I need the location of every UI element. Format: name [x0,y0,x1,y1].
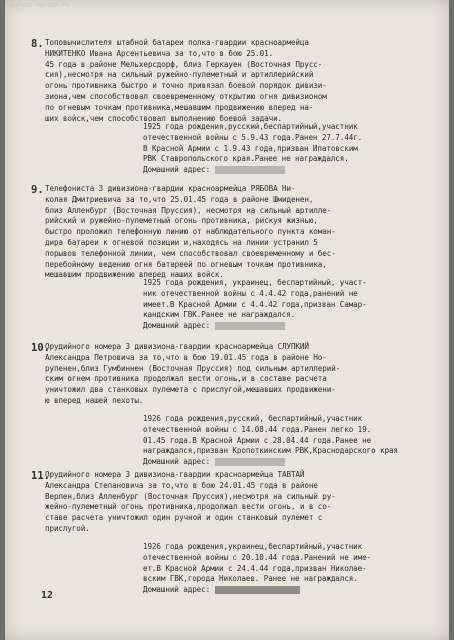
entry-number: 11. [31,470,50,482]
entry-number: 10. [31,342,50,354]
entry-citation: Телефониста 3 дивизиона-гвардии красноармейца РЯБОВА Ни- колая Дмитриевича за то,что 25.01.45 года в районе Шмиденен, близ Алленбург (Восточная Пруссия), несмотря на сильный артилле- рийский и ружейно-пулеметный огонь противника, рискуя жизнью, быстро проложил телефонную линию от наблюдательного пункта коман- дира батареи к огневой позиции и,находясь на линии устранил 5 порывов телефонной линии, чем способствовал своевременному и бес- перебойному ведению огня батареей по огневым точкам противника, мешавшим продвижению вперед наших войск. [45,184,336,280]
address-label: Домашний адрес: [143,321,211,330]
entry-address [143,165,443,176]
address-label: Домашний адрес: [143,165,211,174]
entry-address [143,585,443,596]
entry-personal-data: 1925 года рождения, украинец, беспартийный, участ- ник отечественной войны с 4.4.42 года,ранений не имеет.В Красной Армии с 4.4.42 года,призван Самар- кандским ГВК.Ранее не награждался. [143,278,367,320]
entry-number: 9. [31,184,44,196]
entry-personal-data: 1926 года рождения,русский, беспартийный,участник отечественной войны с 14.08.44 года.Ранен легко 19. 01.45 года.В Красной Армии с 28.04.44 года.Ранее не награждался,призван Кропоткинским РВК,Краснодарского края [143,414,398,456]
address-label: Домашний адрес: [143,457,211,466]
entry-number: 8. [31,38,44,50]
entry-personal-data: 1926 года рождения,украинец,беспартийный,участник отечественной войны с 20.10.44 года.Ранений не име- ет.В Красной Армии с 24.4.44 года,призван Николае- вским ГВК,города Николаев. Ранее не награждался. [143,542,372,584]
redaction-box [215,322,285,330]
entry-citation: Орудийного номера 3 дивизиона-гвардии красноармейца СЛУПКИЙ Александра Петровича за то,что в бою 19.01.45 года в районе Но- рупенен,близ Гумбиннен (Восточная Пруссия) под сильным артиллерий- ским огнем противника продолжал вести огонь,и в составе расчета уничтожил два станковых пулемета с прислугой,мешавших продвижени- ю вперед нашей пехоты. [45,342,341,405]
watermark: pamyat-naroda.ru [11,2,69,9]
document-page [5,0,449,640]
entry-personal-data: 1925 года рождения,русский,беспартийный,участник отечественной войны с 5.9.43 года.Ранен 27.7.44г. В Красной Армии с 1.9.43 года,призван Ипатовским РВК Ставропольского края.Ранее не награждался. [143,122,363,164]
redaction-box [215,586,300,594]
entry-address [143,457,443,468]
redaction-box [215,458,285,466]
address-label: Домашний адрес: [143,585,211,594]
redaction-box [215,166,285,174]
entry-address [143,321,443,332]
entry-citation: Орудийного номера 3 дивизиона-гвардии красноармейца ТАВТАЙ Александра Степановича за то,что в бою 24.01.45 года в районе Верлен,близ Алленбург (Восточная Пруссия),несмотря на сильный ру- жейно-пулеметный огонь противника,продолжал вести огонь, и в со- ставе расчета уничтожил один ручной и один станковый пулемет с прислугой. [45,470,336,533]
page-number: 12 [41,590,54,601]
entry-citation: Топовычислителя штабной батареи полка-гвардии красноармейца НИКИТЕНКО Ивана Арсентьевича за то,что в бою 25.01. 45 года в районе Мельхерсдорф, близ Геркауен (Восточная Прусс- сия),несмотря на сильный ружейно-пулеметный и артиллерийский огонь противника быстро и точно привязал боевой порядок дивизи- зиона,чем способствовал своевременному открытию огня дивизионом по огневым точкам противника,мешавшим продвижению вперед на- ших войск,чем способствовал выполнению боевой задачи. [45,38,327,123]
